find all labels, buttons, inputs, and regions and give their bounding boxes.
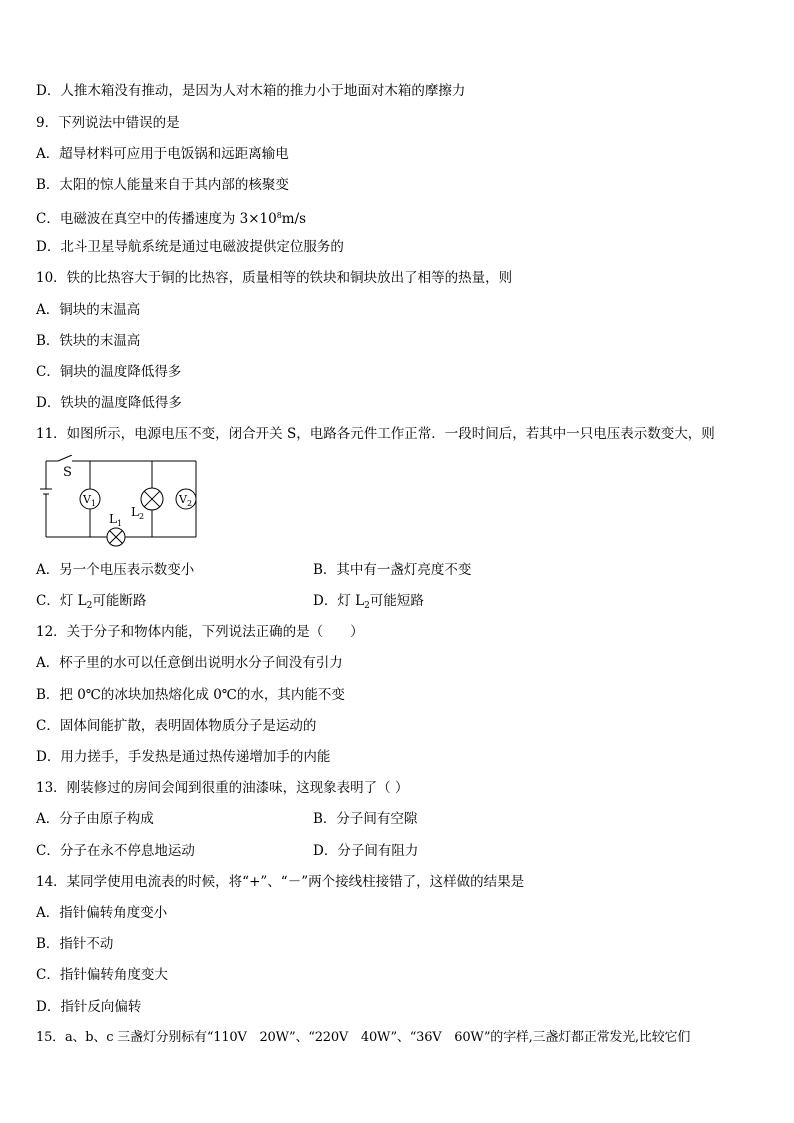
q14-option-d: D．指针反向偏转 xyxy=(36,999,142,1015)
q9-option-c-text: C．电磁波在真空中的传播速度为 3×10 xyxy=(36,211,277,227)
q9-option-c xyxy=(36,207,306,228)
q13-option-c: C．分子在永不停息地运动 xyxy=(36,843,195,859)
q9-option-b: B．太阳的惊人能量来自于其内部的核聚变 xyxy=(36,177,289,193)
q11-option-c-rest: 可能断路 xyxy=(92,593,147,609)
svg-text:L1 xyxy=(109,512,122,528)
l2-lamp-icon xyxy=(141,488,163,510)
l2-label: L xyxy=(131,505,139,519)
q11-option-b: B．其中有一盏灯亮度不变 xyxy=(313,562,472,578)
q12-option-a: A．杯子里的水可以任意倒出说明水分子间没有引力 xyxy=(36,655,343,671)
v1-label-sub: 1 xyxy=(90,499,97,508)
q14-stem: 14．某同学使用电流表的时候，将“+”、“－”两个接线柱接错了，这样做的结果是 xyxy=(36,874,525,890)
v2-label: V xyxy=(179,493,187,506)
q9-option-c-exponent: 8 xyxy=(276,211,282,220)
q12-stem: 12．关于分子和物体内能，下列说法正确的是（ ） xyxy=(36,624,364,640)
q11-option-a: A．另一个电压表示数变小 xyxy=(36,562,195,578)
q15-stem: 15．a、b、c 三盏灯分别标有“110V 20W”、“220V 40W”、“36V 60W”的字样,三盏灯都正常发光,比较它们 xyxy=(36,1030,691,1045)
q12-option-c: C．固体间能扩散，表明固体物质分子是运动的 xyxy=(36,718,317,734)
q9-option-c-unit: m/s xyxy=(281,211,307,227)
q9-option-a: A．超导材料可应用于电饭锅和远距离输电 xyxy=(36,146,289,162)
q13-option-b: B．分子间有空隙 xyxy=(313,811,418,827)
l1-label-sub: 1 xyxy=(116,519,123,528)
q11-option-c-sub: 2 xyxy=(86,601,93,611)
q9-stem: 9．下列说法中错误的是 xyxy=(36,115,180,131)
q10-option-b: B．铁块的末温高 xyxy=(36,333,141,349)
q10-stem: 10．铁的比热容大于铜的比热容，质量相等的铁块和铜块放出了相等的热量，则 xyxy=(36,270,513,286)
q13-option-d: D．分子间有阻力 xyxy=(313,843,419,859)
q9-option-d: D．北斗卫星导航系统是通过电磁波提供定位服务的 xyxy=(36,239,344,255)
q14-option-c: C．指针偏转角度变大 xyxy=(36,967,168,983)
q12-option-b: B．把 0℃的冰块加热熔化成 0℃的水，其内能不变 xyxy=(36,687,345,703)
q11-option-d-sub: 2 xyxy=(364,601,370,611)
q14-option-a: A．指针偏转角度变小 xyxy=(36,905,168,921)
l1-lamp-icon xyxy=(107,528,125,546)
q11-option-d xyxy=(313,592,424,615)
svg-text:L2 xyxy=(131,505,144,521)
l1-label: L xyxy=(109,512,117,526)
q11-option-c xyxy=(36,592,146,615)
q10-option-d: D．铁块的温度降低得多 xyxy=(36,395,182,411)
q10-option-c: C．铜块的温度降低得多 xyxy=(36,364,182,380)
q13-stem: 13．刚装修过的房间会闻到很重的油漆味，这现象表明了（ ） xyxy=(36,780,409,796)
l2-label-sub: 2 xyxy=(138,512,145,521)
q8-option-d: D．人推木箱没有推动，是因为人对木箱的推力小于地面对木箱的摩擦力 xyxy=(36,83,466,99)
q11-stem: 11．如图所示，电源电压不变，闭合开关 S，电路各元件工作正常．一段时间后，若其中一只电压表示数变大，则 xyxy=(36,426,715,442)
circuit-diagram xyxy=(36,455,204,555)
q10-option-a: A．铜块的末温高 xyxy=(36,302,141,318)
v2-label-sub: 2 xyxy=(186,499,193,508)
q14-option-b: B．指针不动 xyxy=(36,936,114,952)
q11-option-d-text: D．灯 L xyxy=(313,593,365,609)
q11-option-c-text: C．灯 L xyxy=(36,593,87,609)
q11-option-d-rest: 可能短路 xyxy=(369,593,424,609)
q12-option-d: D．用力搓手，手发热是通过热传递增加手的内能 xyxy=(36,749,331,765)
switch-label: S xyxy=(63,465,72,480)
v1-label: V xyxy=(83,493,91,506)
q13-option-a: A．分子由原子构成 xyxy=(36,811,154,827)
